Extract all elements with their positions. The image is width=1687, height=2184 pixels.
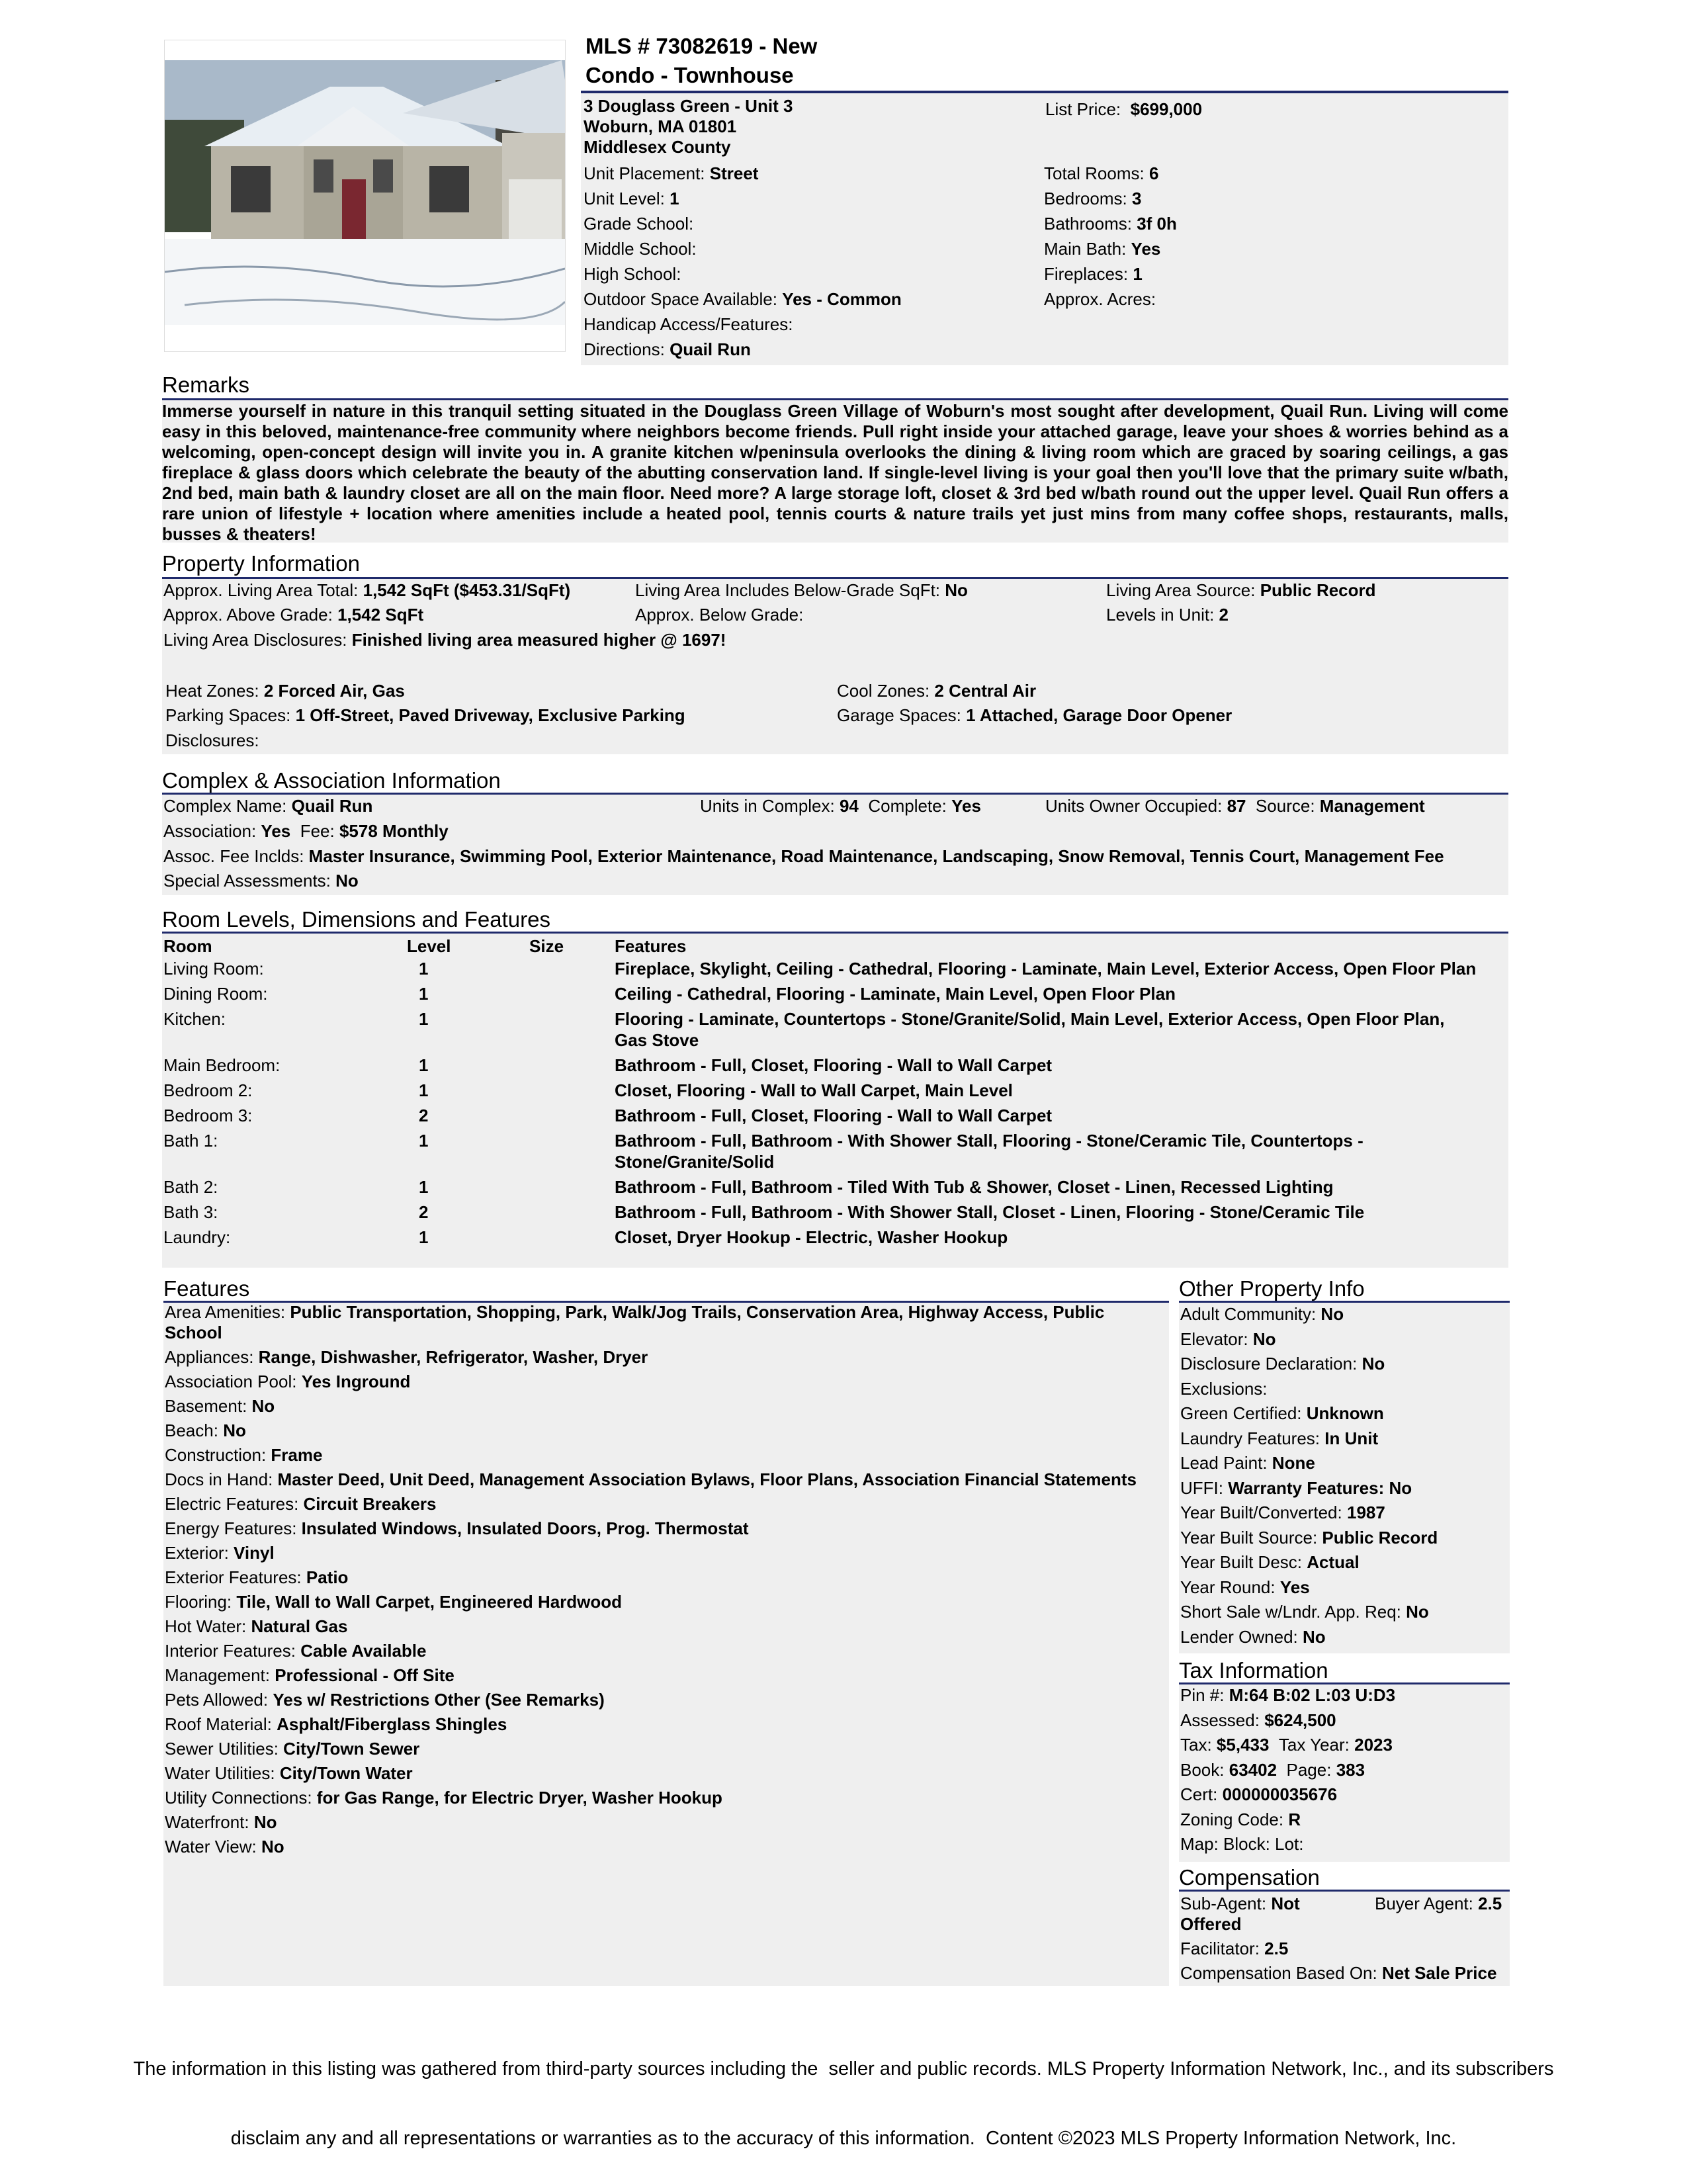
summary-item: Approx. Acres: — [1044, 289, 1156, 309]
list-item: Elevator: No — [1180, 1329, 1276, 1349]
living-area-source: Living Area Source: Public Record — [1106, 580, 1376, 600]
list-item: Flooring: Tile, Wall to Wall Carpet, Engineered Hardwood — [165, 1592, 623, 1612]
list-item: Beach: No — [165, 1420, 246, 1440]
table-row: Kitchen: 1 Flooring - Laminate, Countertops - Stone/Granite/Solid, Main Level, Exterior Access, Open Floor Plan, Gas Stove — [163, 1009, 1445, 1050]
assoc-fee-includes: Assoc. Fee Inclds: Master Insurance, Swimming Pool, Exterior Maintenance, Road Maintenance, Landscaping, Snow Removal, Tennis Court, Management Fee — [163, 846, 1444, 866]
house-photo-image — [165, 40, 565, 351]
mls-number: MLS # 73082619 - New — [585, 34, 818, 58]
list-item: Year Built Desc: Actual — [1180, 1552, 1360, 1572]
other-info-title: Other Property Info — [1179, 1276, 1365, 1301]
summary-item: Handicap Access/Features: — [584, 314, 793, 334]
complex-title: Complex & Association Information — [162, 768, 501, 793]
garage-spaces: Garage Spaces: 1 Attached, Garage Door Opener — [837, 705, 1233, 725]
list-item: Water View: No — [165, 1837, 284, 1856]
remarks-text: Immerse yourself in nature in this tranquil setting situated in the Douglass Green Village of Woburn's most sought after development, Quail Run. Living will come easy in this beloved, maintenance-free community where neighbors become friends. Pull right inside your attached garage, leave your shoes & worries behind as a welcoming, open-concept design will invite you in. A granite kitchen w/peninsula overlooks the dining & living room which are graced by soaring ceilings, a gas fireplace & glass doors which celebrate the beauty of the abutting conservation land. If single-level living is your goal then you'll love that the primary suite w/bath, 2nd bed, main bath & laundry closet are all on the main floor. Need more? A large storage loft, closet & 3rd bed w/bath round out the upper level. Quail Run offers a rare union of lifestyle + location where amenities include a heated pool, tennis courts & nature trails yet just mins from many coffee shops, restaurants, malls, busses & theaters! — [162, 401, 1508, 544]
disclosures: Disclosures: — [165, 730, 259, 750]
list-item: Area Amenities: Public Transportation, Shopping, Park, Walk/Jog Trails, Conservation Area, Highway Access, Public School — [165, 1302, 1105, 1342]
summary-item: Unit Placement: Street — [584, 163, 759, 183]
levels-in-unit: Levels in Unit: 2 — [1106, 605, 1229, 625]
table-row: Dining Room: 1 Ceiling - Cathedral, Flooring - Laminate, Main Level, Open Floor Plan — [163, 984, 1176, 1004]
list-item: Year Round: Yes — [1180, 1577, 1310, 1597]
tax-book-page: Book: 63402 Page: 383 — [1180, 1759, 1365, 1780]
living-area-disclosures: Living Area Disclosures: Finished living area measured higher @ 1697! — [163, 630, 726, 650]
table-row: Bath 1: 1 Bathroom - Full, Bathroom - With Shower Stall, Flooring - Stone/Ceramic Tile, Countertops - Stone/Granite/Solid — [163, 1131, 1363, 1172]
list-item: Roof Material: Asphalt/Fiberglass Shingles — [165, 1714, 507, 1734]
table-row: Bedroom 2: 1 Closet, Flooring - Wall to Wall Carpet, Main Level — [163, 1080, 1013, 1100]
table-row: Laundry: 1 Closet, Dryer Hookup - Electric, Washer Hookup — [163, 1227, 1008, 1247]
remarks-title: Remarks — [162, 372, 250, 397]
living-area-below-grade: Living Area Includes Below-Grade SqFt: No — [635, 580, 968, 600]
list-item: Docs in Hand: Master Deed, Unit Deed, Management Association Bylaws, Floor Plans, Association Financial Statements — [165, 1469, 1137, 1489]
property-type: Condo - Townhouse — [585, 63, 794, 87]
rooms-header-row — [163, 934, 1506, 958]
other-info-list — [1180, 1302, 1508, 1649]
list-item: Exterior: Vinyl — [165, 1543, 275, 1563]
footer-disclaimer — [0, 2011, 1687, 2173]
features-list — [165, 1302, 1150, 1861]
list-item: Waterfront: No — [165, 1812, 277, 1832]
summary-item: Bedrooms: 3 — [1044, 189, 1142, 208]
list-item: Year Built Source: Public Record — [1180, 1527, 1438, 1548]
property-photo — [164, 40, 566, 352]
list-item: Utility Connections: for Gas Range, for Electric Dryer, Washer Hookup — [165, 1788, 722, 1808]
complex-name: Complex Name: Quail Run — [163, 796, 373, 816]
parking-spaces: Parking Spaces: 1 Off-Street, Paved Driveway, Exclusive Parking — [165, 705, 685, 725]
units-in-complex: Units in Complex: 94 Complete: Yes — [700, 796, 981, 816]
list-price-label: List Price: — [1045, 99, 1121, 119]
tax-cert: Cert: 000000035676 — [1180, 1784, 1338, 1804]
list-item: Management: Professional - Off Site — [165, 1665, 454, 1685]
table-row: Bath 2: 1 Bathroom - Full, Bathroom - Tiled With Tub & Shower, Closet - Linen, Recessed Lighting — [163, 1177, 1334, 1197]
features-title: Features — [163, 1276, 250, 1301]
list-item: Disclosure Declaration: No — [1180, 1354, 1385, 1374]
list-item: Construction: Frame — [165, 1445, 323, 1465]
compensation-title: Compensation — [1179, 1865, 1320, 1890]
address-block — [584, 96, 793, 157]
address-county: Middlesex County — [584, 137, 731, 157]
rooms-table — [163, 934, 1506, 1252]
tax-map: Map: Block: Lot: — [1180, 1834, 1304, 1854]
list-item: Year Built/Converted: 1987 — [1180, 1503, 1385, 1522]
living-area-total: Approx. Living Area Total: 1,542 SqFt ($453.31/SqFt) — [163, 580, 571, 600]
tax-zoning: Zoning Code: R — [1180, 1809, 1301, 1829]
list-item: Adult Community: No — [1180, 1304, 1344, 1324]
summary-item: Grade School: — [584, 214, 694, 234]
heat-zones: Heat Zones: 2 Forced Air, Gas — [165, 681, 405, 701]
table-row: Living Room: 1 Fireplace, Skylight, Ceiling - Cathedral, Flooring - Laminate, Main Level, Exterior Access, Open Floor Plan — [163, 959, 1477, 979]
association-fee: Association: Yes Fee: $578 Monthly — [163, 821, 449, 841]
list-item: Lender Owned: No — [1180, 1626, 1326, 1647]
footer-line-2: disclaim any and all representations or warranties as to the accuracy of this information. Content ©2023 MLS Property Information Network, Inc. — [230, 2128, 1457, 2149]
list-item: Sewer Utilities: City/Town Sewer — [165, 1739, 420, 1759]
below-grade: Approx. Below Grade: — [635, 605, 804, 625]
list-item: Green Certified: Unknown — [1180, 1403, 1384, 1423]
summary-item: Bathrooms: 3f 0h — [1044, 214, 1177, 234]
table-row: Bedroom 3: 2 Bathroom - Full, Closet, Flooring - Wall to Wall Carpet — [163, 1106, 1053, 1125]
summary-left-list — [584, 161, 902, 362]
list-item: Association Pool: Yes Inground — [165, 1372, 411, 1391]
rooms-header-size: Size — [529, 936, 564, 956]
summary-item: Total Rooms: 6 — [1044, 163, 1159, 183]
list-item: Hot Water: Natural Gas — [165, 1616, 348, 1636]
list-item: Energy Features: Insulated Windows, Insulated Doors, Prog. Thermostat — [165, 1518, 749, 1538]
buyer-agent: Buyer Agent: 2.5 — [1375, 1894, 1502, 1913]
rooms-header-level: Level — [407, 936, 451, 956]
rooms-header-features: Features — [615, 936, 687, 956]
rooms-header-room: Room — [163, 936, 212, 956]
list-item: Interior Features: Cable Available — [165, 1641, 427, 1661]
summary-item: Outdoor Space Available: Yes - Common — [584, 289, 902, 309]
rooms-title: Room Levels, Dimensions and Features — [162, 907, 550, 932]
above-grade: Approx. Above Grade: 1,542 SqFt — [163, 605, 424, 625]
summary-item: Unit Level: 1 — [584, 189, 679, 208]
list-item: Exclusions: — [1180, 1378, 1268, 1399]
list-item: Pets Allowed: Yes w/ Restrictions Other (See Remarks) — [165, 1690, 605, 1710]
summary-item: Main Bath: Yes — [1044, 239, 1161, 259]
tax-assessed: Assessed: $624,500 — [1180, 1710, 1336, 1730]
address-street: 3 Douglass Green - Unit 3 — [584, 96, 793, 116]
table-row: Bath 3: 2 Bathroom - Full, Bathroom - With Shower Stall, Closet - Linen, Flooring - Stone/Ceramic Tile — [163, 1202, 1365, 1222]
property-info-title: Property Information — [162, 551, 360, 576]
list-item: Short Sale w/Lndr. App. Req: No — [1180, 1602, 1429, 1622]
footer-line-1: The information in this listing was gathered from third-party sources including the seller and public records. MLS Property Information Network, Inc., and its subscribers — [133, 2058, 1554, 2079]
list-item: Water Utilities: City/Town Water — [165, 1763, 413, 1783]
tax-title: Tax Information — [1179, 1658, 1328, 1682]
list-item: Exterior Features: Patio — [165, 1567, 349, 1587]
list-item: UFFI: Warranty Features: No — [1180, 1477, 1412, 1498]
list-item: Basement: No — [165, 1396, 275, 1416]
summary-item: High School: — [584, 264, 681, 284]
summary-item: Middle School: — [584, 239, 697, 259]
tax-amount: Tax: $5,433 Tax Year: 2023 — [1180, 1735, 1393, 1755]
tax-list — [1180, 1683, 1508, 1857]
cool-zones: Cool Zones: 2 Central Air — [837, 681, 1037, 701]
facilitator: Facilitator: 2.5 — [1180, 1939, 1289, 1958]
list-price — [1045, 97, 1202, 122]
list-item: Lead Paint: None — [1180, 1453, 1315, 1473]
compensation-based-on: Compensation Based On: Net Sale Price — [1180, 1963, 1497, 1983]
summary-item: Directions: Quail Run — [584, 339, 751, 359]
units-owner-occupied: Units Owner Occupied: 87 Source: Management — [1045, 796, 1425, 816]
sub-agent: Sub-Agent: Not Offered — [1180, 1894, 1300, 1934]
summary-item: Fireplaces: 1 — [1044, 264, 1143, 284]
list-price-value: $699,000 — [1130, 99, 1203, 119]
tax-pin: Pin #: M:64 B:02 L:03 U:D3 — [1180, 1685, 1396, 1705]
list-item: Appliances: Range, Dishwasher, Refrigerator, Washer, Dryer — [165, 1347, 648, 1367]
special-assessments: Special Assessments: No — [163, 871, 359, 891]
address-city: Woburn, MA 01801 — [584, 116, 737, 136]
list-item: Laundry Features: In Unit — [1180, 1428, 1379, 1448]
summary-right-list — [1044, 161, 1177, 312]
table-row: Main Bedroom: 1 Bathroom - Full, Closet, Flooring - Wall to Wall Carpet — [163, 1055, 1053, 1075]
list-item: Electric Features: Circuit Breakers — [165, 1494, 437, 1514]
